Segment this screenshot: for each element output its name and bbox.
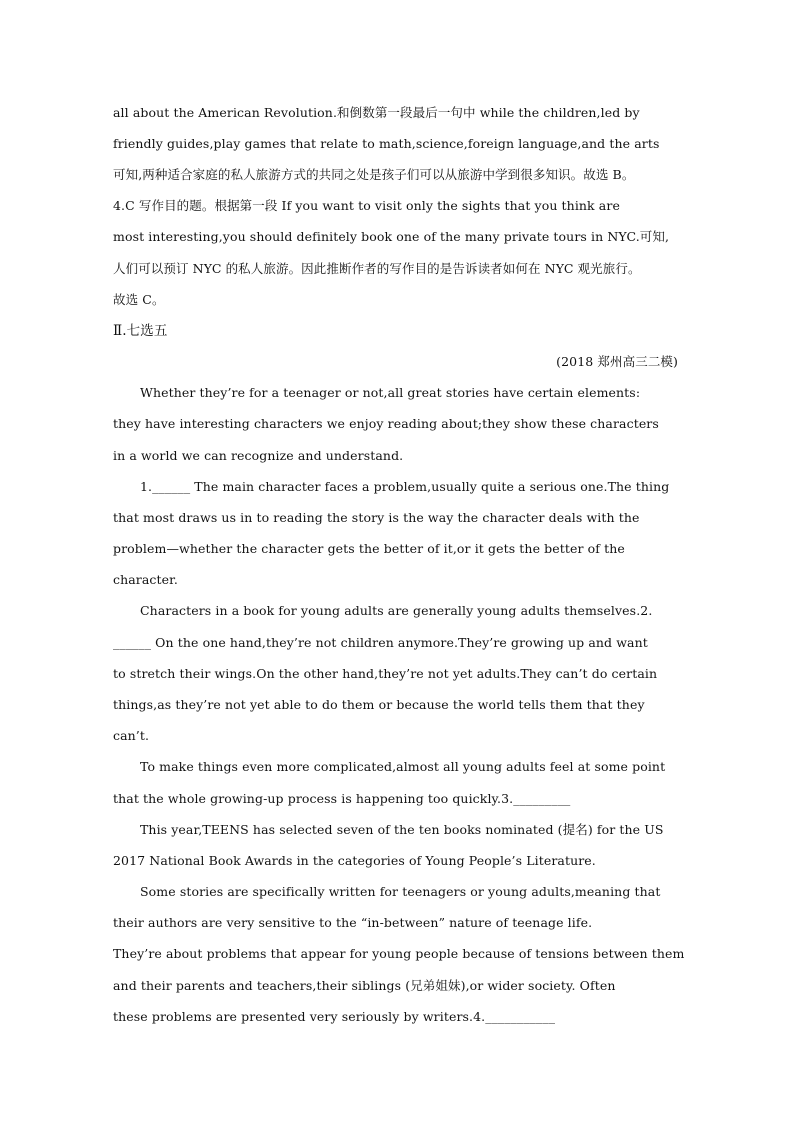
- passage-line: these problems are presented very seriously by writers.4.___________: [113, 1009, 556, 1024]
- section-heading: Ⅱ.七选五: [113, 323, 168, 339]
- source-note: (2018 郑州高三二模): [556, 354, 678, 369]
- passage-line: Some stories are specifically written for teenagers or young adults,meaning that: [140, 884, 661, 899]
- passage-line: that most draws us in to reading the story is the way the character deals with the: [113, 510, 640, 525]
- passage-line: 1.______ The main character faces a problem,usually quite a serious one.The thing: [140, 479, 670, 494]
- passage-line: Characters in a book for young adults are generally young adults themselves.2.: [140, 603, 653, 618]
- answer-line: 可知,两种适合家庭的私人旅游方式的共同之处是孩子们可以从旅游中学到很多知识。故选 B。: [113, 167, 635, 182]
- passage-line: that the whole growing-up process is happening too quickly.3._________: [113, 791, 571, 806]
- answer-line: all about the American Revolution.和倒数第一段最后一句中 while the children,led by: [113, 105, 640, 120]
- answer-line: most interesting,you should definitely book one of the many private tours in NYC.可知,: [113, 229, 670, 244]
- passage-line: and their parents and teachers,their siblings (兄弟姐妹),or wider society. Often: [113, 978, 616, 993]
- passage-line: problem—whether the character gets the better of it,or it gets the better of the: [113, 541, 625, 556]
- passage-line: Whether they’re for a teenager or not,all great stories have certain elements:: [140, 385, 641, 400]
- passage-line: their authors are very sensitive to the “in-between” nature of teenage life.: [113, 915, 593, 930]
- passage-line: 2017 National Book Awards in the categories of Young People’s Literature.: [113, 853, 596, 868]
- passage-line: to stretch their wings.On the other hand,they’re not yet adults.They can’t do certain: [113, 666, 658, 681]
- passage-line: character.: [113, 572, 178, 587]
- passage-line: they have interesting characters we enjoy reading about;they show these characters: [113, 416, 659, 431]
- passage-line: can’t.: [113, 728, 150, 743]
- answer-line: 故选 C。: [113, 292, 165, 307]
- answer-line: 人们可以预订 NYC 的私人旅游。因此推断作者的写作目的是告诉读者如何在 NYC 观光旅行。: [113, 261, 641, 276]
- passage-line: things,as they’re not yet able to do them or because the world tells them that they: [113, 697, 645, 712]
- answer-line: 4.C 写作目的题。根据第一段 If you want to visit only the sights that you think are: [113, 198, 620, 213]
- answer-line: friendly guides,play games that relate to math,science,foreign language,and the arts: [113, 136, 660, 151]
- passage-line: They’re about problems that appear for young people because of tensions between them: [113, 946, 685, 961]
- passage-line: To make things even more complicated,almost all young adults feel at some point: [140, 759, 666, 774]
- passage-line: ______ On the one hand,they’re not children anymore.They’re growing up and want: [113, 635, 648, 650]
- passage-line: in a world we can recognize and understand.: [113, 448, 404, 463]
- passage-line: This year,TEENS has selected seven of the ten books nominated (提名) for the US: [140, 822, 664, 837]
